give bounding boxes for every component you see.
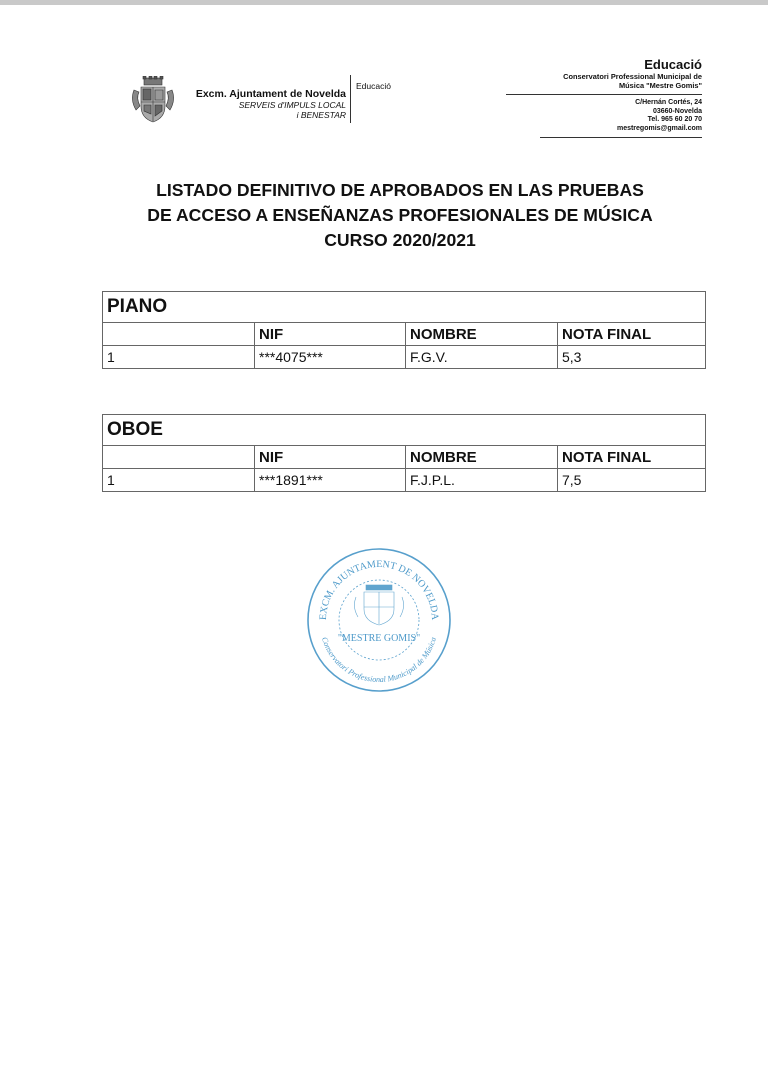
column-header: NIF <box>255 446 406 469</box>
address-city: 03660-Novelda <box>652 107 702 115</box>
table-cell: 1 <box>103 469 255 492</box>
column-header: NIF <box>255 323 406 346</box>
section-heading: OBOE <box>103 415 706 446</box>
right-header-title: Educació <box>644 57 702 72</box>
table-row <box>103 469 706 492</box>
title-line-2: DE ACCESO A ENSEÑANZAS PROFESIONALES DE MÚSICA <box>147 205 653 225</box>
header-divider <box>350 75 351 123</box>
org-subtitle-2: i BENESTAR <box>296 110 346 120</box>
stamp-center-text: "MESTRE GOMIS" <box>337 633 421 644</box>
table-cell: F.G.V. <box>406 346 558 369</box>
stamp-top-text: EXCM. AJUNTAMENT DE NOVELDA <box>317 558 441 621</box>
column-header: NOTA FINAL <box>558 446 706 469</box>
title-line-1: LISTADO DEFINITIVO DE APROBADOS EN LAS PRUEBAS <box>156 180 644 200</box>
conservatory-name-line1: Conservatori Professional Municipal de <box>563 72 702 81</box>
column-header <box>103 446 255 469</box>
column-header: NOMBRE <box>406 446 558 469</box>
section-heading: PIANO <box>103 292 706 323</box>
title-line-3: CURSO 2020/2021 <box>324 230 476 250</box>
stamp-bottom-text: Conservatori Professional Municipal de Música <box>319 635 439 685</box>
table-cell: F.J.P.L. <box>406 469 558 492</box>
official-stamp <box>304 545 454 695</box>
table-cell: 1 <box>103 346 255 369</box>
column-header-row <box>103 446 706 469</box>
column-header <box>103 323 255 346</box>
oboe-table <box>102 414 706 492</box>
contact-rule-bottom <box>540 137 702 138</box>
scan-top-edge <box>0 0 768 5</box>
table-cell: 5,3 <box>558 346 706 369</box>
table-cell: ***4075*** <box>255 346 406 369</box>
department-label: Educació <box>356 81 391 91</box>
column-header: NOTA FINAL <box>558 323 706 346</box>
column-header: NOMBRE <box>406 323 558 346</box>
document-title <box>100 178 700 253</box>
coat-of-arms-logo <box>128 76 178 124</box>
piano-table <box>102 291 706 369</box>
conservatory-contact-block <box>470 57 702 138</box>
table-row <box>103 346 706 369</box>
email: mestregomis@gmail.com <box>616 124 702 132</box>
column-header-row <box>103 323 706 346</box>
org-subtitle-1: SERVEIS d'IMPULS LOCAL <box>238 100 346 110</box>
table-cell: 7,5 <box>558 469 706 492</box>
table-cell: ***1891*** <box>255 469 406 492</box>
conservatory-name-line2: Música "Mestre Gomis" <box>619 81 702 90</box>
contact-rule <box>506 94 702 95</box>
organization-block <box>186 88 346 120</box>
address-street: C/Hernán Cortés, 24 <box>635 99 702 106</box>
phone: Tel. 965 60 20 70 <box>647 116 702 123</box>
org-name: Excm. Ajuntament de Novelda <box>195 88 346 100</box>
